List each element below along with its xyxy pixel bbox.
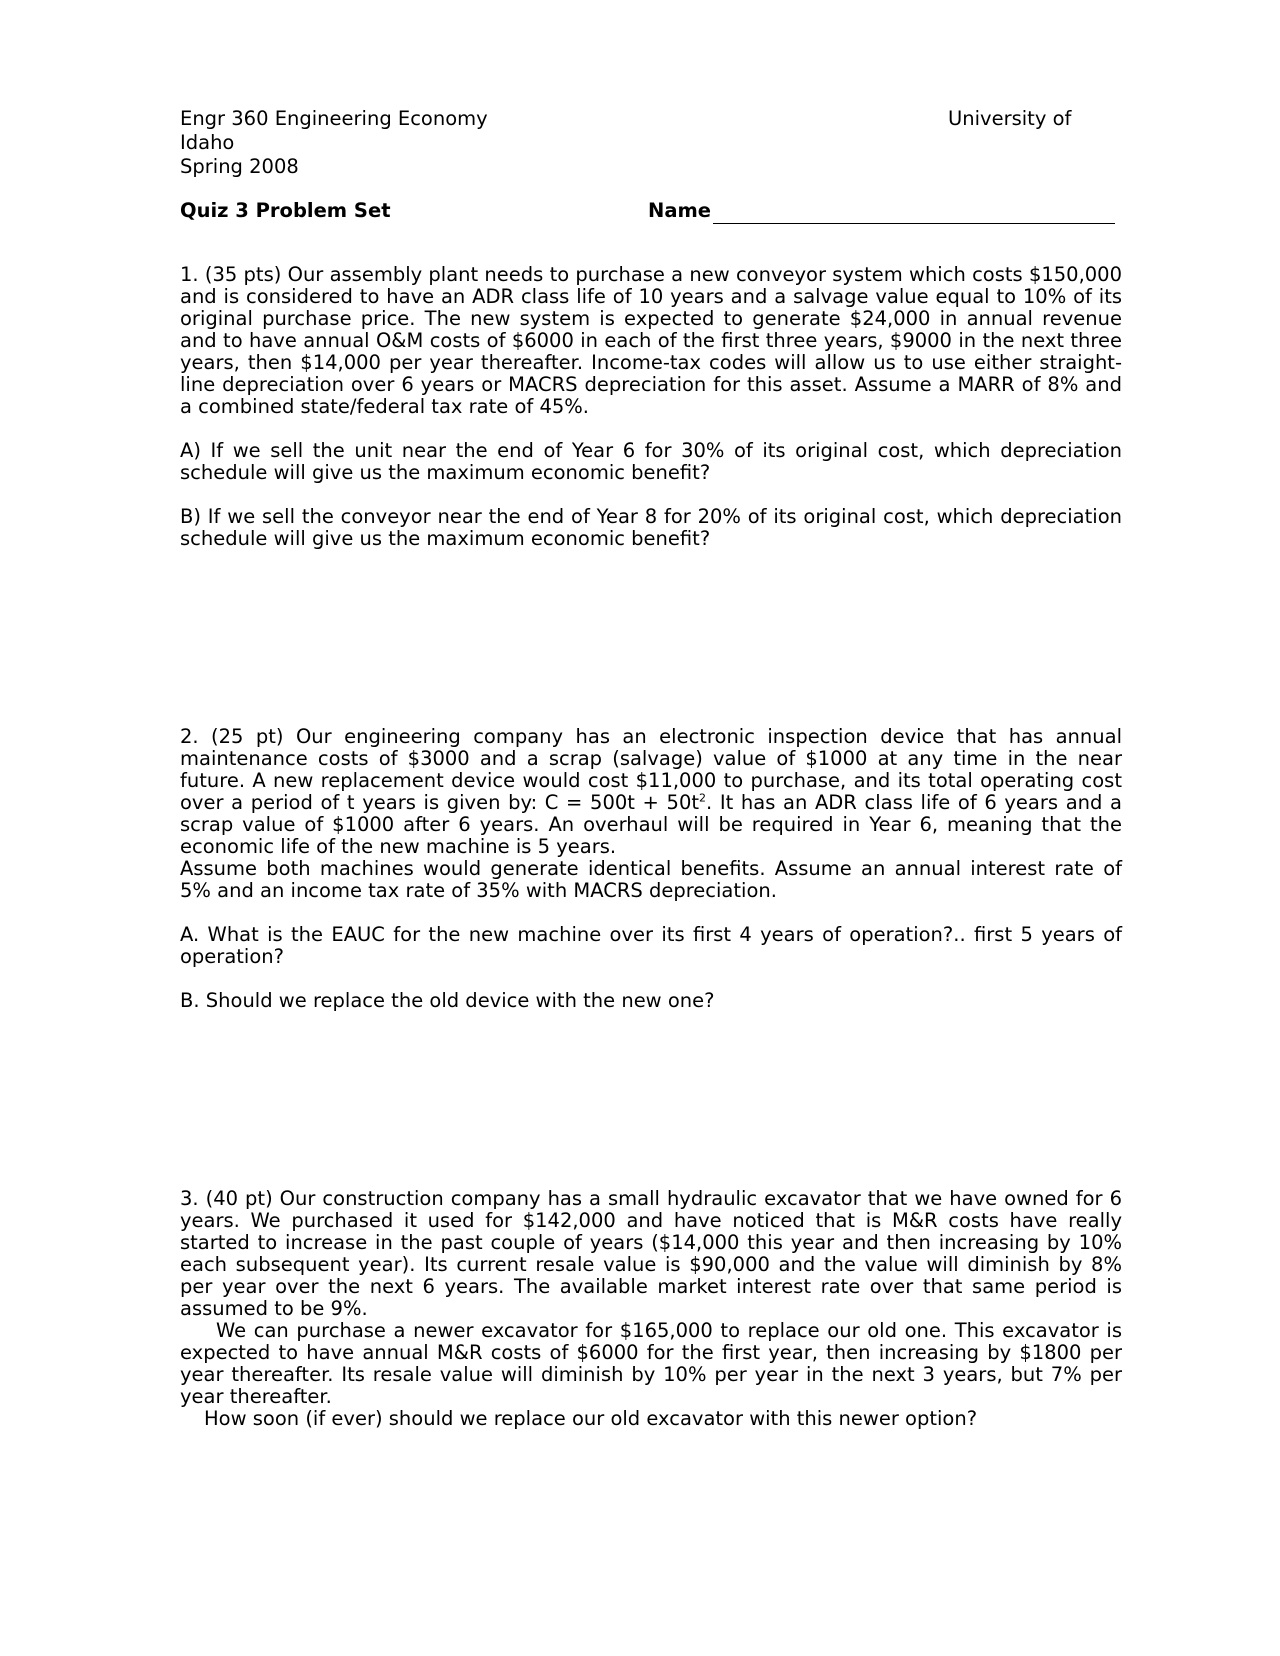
name-blank-line [713, 223, 1115, 224]
quiz-title: Quiz 3 Problem Set [180, 199, 391, 222]
problem-2-statement-text: 2. (25 pt) Our engineering company has an electronic inspection device that has annual maintenance costs of $3000 and a scrap (salvage) value of $1000 at any time in the near future. A new replacement device would cost $11,000 to purchase, and its total operating cost over a period of t years is given by: C = 500t + 50t [180, 725, 1122, 814]
university-name-continued: Idaho [180, 131, 235, 154]
quiz-document [180, 108, 1122, 1430]
quiz-title-row [180, 200, 1122, 228]
exponent: 2 [699, 791, 706, 805]
problem-3-paragraph-1: 3. (40 pt) Our construction company has a small hydraulic excavator that we have owned for 6 years. We purchased it used for $142,000 and have noticed that is M&R costs have really started to increase in the past couple of years ($14,000 this year and then increasing by 10% each subsequent year). Its current resale value is $90,000 and the value will diminish by 8% per year over the next 6 years. The available market interest rate over that same period is assumed to be 9%. [180, 1187, 1122, 1320]
problem-2-statement-text-continued: . It has an ADR class life of 6 years and a scrap value of $1000 after 6 years. An overhaul will be required in Year 6, meaning that the economic life of the new machine is 5 years. [180, 791, 1122, 858]
header-row [180, 108, 1122, 132]
name-label: Name [648, 199, 712, 222]
problem-2-part-a: A. What is the EAUC for the new machine over its first 4 years of operation?.. first 5 years of operation? [180, 923, 1122, 968]
problem-1-part-b: B) If we sell the conveyor near the end of Year 8 for 20% of its original cost, which depreciation schedule will give us the maximum economic benefit? [180, 505, 1122, 550]
course-title: Engr 360 Engineering Economy [180, 107, 488, 130]
problem-3-paragraph-2: We can purchase a newer excavator for $165,000 to replace our old one. This excavator is expected to have annual M&R costs of $6000 for the first year, then increasing by $1800 per year thereafter. Its resale value will diminish by 10% per year in the next 3 years, but 7% per year thereafter. [180, 1319, 1122, 1408]
problem-2 [180, 726, 1122, 1012]
term: Spring 2008 [180, 155, 299, 178]
problem-1-part-a: A) If we sell the unit near the end of Year 6 for 30% of its original cost, which depreciation schedule will give us the maximum economic benefit? [180, 439, 1122, 484]
problem-3-question: How soon (if ever) should we replace our old excavator with this newer option? [204, 1407, 978, 1430]
problem-2-part-b: B. Should we replace the old device with the new one? [180, 989, 715, 1012]
problem-2-statement [180, 726, 1122, 858]
problem-2-assumption: Assume both machines would generate identical benefits. Assume an annual interest rate of 5% and an income tax rate of 35% with MACRS depreciation. [180, 857, 1122, 902]
university-name: University of [948, 107, 1072, 130]
problem-3 [180, 1188, 1122, 1430]
problem-1-statement: 1. (35 pts) Our assembly plant needs to purchase a new conveyor system which costs $150,000 and is considered to have an ADR class life of 10 years and a salvage value equal to 10% of its original purchase price. The new system is expected to generate $24,000 in annual revenue and to have annual O&M costs of $6000 in each of the first three years, $9000 in the next three years, then $14,000 per year thereafter. Income-tax codes will allow us to use either straight-line depreciation over 6 years or MACRS depreciation for this asset. Assume a MARR of 8% and a combined state/federal tax rate of 45%. [180, 263, 1122, 418]
problem-1 [180, 264, 1122, 550]
